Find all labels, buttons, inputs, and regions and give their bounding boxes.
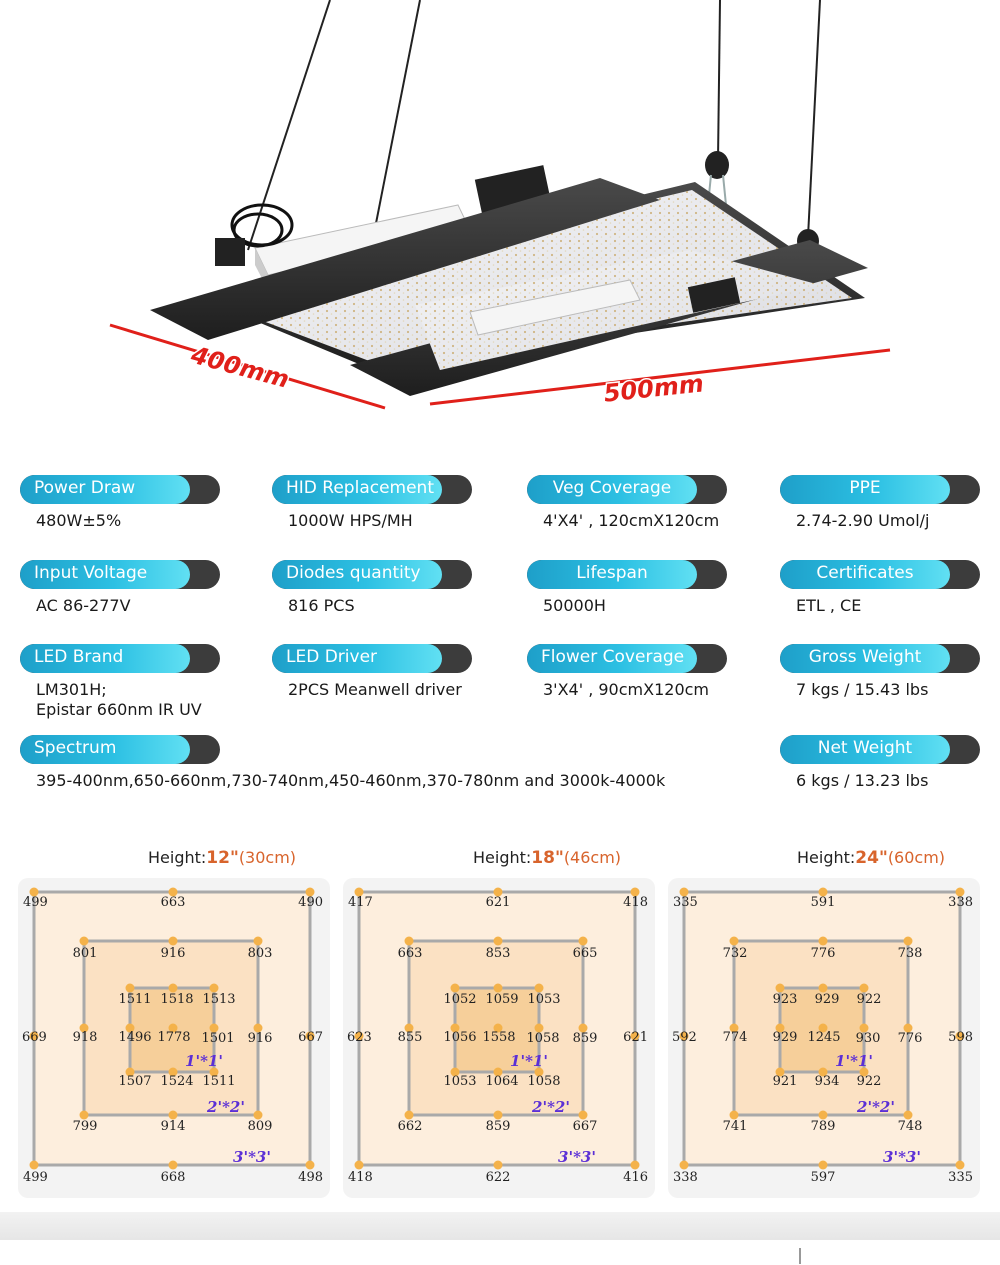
ppfd-value: 1064: [485, 1074, 519, 1089]
ppfd-value: 1056: [443, 1030, 477, 1045]
ppfd-value: 597: [810, 1170, 836, 1185]
spec-net-weight: [780, 735, 980, 791]
ppfd-value: 1558: [482, 1030, 516, 1045]
spec-label: HID Replacement: [286, 478, 434, 498]
ppfd-value: 918: [72, 1030, 98, 1045]
spec-flower-coverage: [527, 644, 727, 700]
ppfd-value: 929: [814, 992, 840, 1007]
spec-value: LM301H;: [36, 680, 107, 699]
ppfd-value: 1507: [118, 1074, 152, 1089]
map-title: Height:12"(30cm): [148, 848, 297, 868]
width-dimension-label: 400mm: [188, 340, 293, 394]
ppfd-value: 663: [160, 895, 186, 910]
ppfd-map-2: [343, 840, 655, 1200]
ppfd-grid: [18, 878, 330, 1198]
ppfd-value: 1053: [443, 1074, 477, 1089]
ppfd-value: 748: [897, 1119, 923, 1134]
spec-badge: [20, 644, 220, 673]
spec-led-brand: [20, 644, 220, 720]
measure-point: [819, 1161, 828, 1170]
ppfd-value: 1524: [160, 1074, 194, 1089]
spec-label: Power Draw: [34, 478, 136, 498]
spec-badge: [20, 735, 220, 764]
spec-badge: [780, 735, 980, 764]
divider: [799, 1248, 801, 1264]
measure-point: [169, 1161, 178, 1170]
spec-input-voltage: [20, 560, 220, 616]
spec-value: AC 86-277V: [36, 596, 131, 615]
measure-point: [819, 937, 828, 946]
ppfd-value: 667: [572, 1119, 598, 1134]
ppfd-value: 1058: [527, 1074, 561, 1089]
ppfd-value: 930: [855, 1031, 881, 1046]
spec-value: 816 PCS: [288, 596, 355, 615]
spec-badge: [272, 560, 472, 589]
ppfd-map-1: [18, 840, 330, 1200]
ppfd-value: 1058: [526, 1031, 560, 1046]
footer-band: [0, 1212, 1000, 1240]
ppfd-value: 335: [948, 1170, 973, 1185]
ppfd-value: 598: [948, 1030, 973, 1045]
spec-badge: [272, 475, 472, 504]
ppfd-value: 1511: [118, 992, 152, 1007]
spec-label: Flower Coverage: [541, 647, 685, 667]
spec-label: Spectrum: [34, 738, 117, 758]
measure-point: [579, 937, 588, 946]
ppfd-value: 914: [160, 1119, 186, 1134]
spec-label: PPE: [849, 478, 881, 498]
ppfd-value: 853: [485, 946, 511, 961]
ppfd-value: 789: [810, 1119, 836, 1134]
spec-ppe: [780, 475, 980, 531]
measure-point: [405, 937, 414, 946]
ppfd-value: 416: [623, 1170, 648, 1185]
measure-point: [169, 937, 178, 946]
map-title: Height:18"(46cm): [473, 848, 622, 868]
spec-label: Certificates: [816, 563, 914, 583]
spec-badge: [527, 644, 727, 673]
ppfd-value: 1052: [443, 992, 477, 1007]
ppfd-value: 623: [347, 1030, 372, 1045]
ppfd-grid: [343, 878, 655, 1198]
spec-power-draw: [20, 475, 220, 531]
ppfd-value: 1496: [118, 1030, 152, 1045]
ppfd-grid: [668, 878, 980, 1198]
spec-value: 3'X4' , 90cmX120cm: [543, 680, 709, 699]
ppfd-value: 667: [298, 1030, 323, 1045]
zone-label: 3'*3': [883, 1148, 921, 1166]
ppfd-value: 591: [810, 895, 836, 910]
measure-point: [680, 1161, 689, 1170]
spec-led-driver: [272, 644, 472, 700]
spec-label: Gross Weight: [808, 647, 922, 667]
zone-label: 2'*2': [207, 1098, 245, 1116]
measure-point: [30, 1161, 39, 1170]
ppfd-value: 776: [810, 946, 836, 961]
spec-label: Input Voltage: [34, 563, 148, 583]
spec-badge: [20, 560, 220, 589]
measure-point: [904, 937, 913, 946]
ppfd-map-3: [668, 840, 980, 1200]
ppfd-value: 776: [897, 1031, 923, 1046]
spec-badge: [780, 560, 980, 589]
ppfd-value: 929: [772, 1030, 798, 1045]
spec-veg-coverage: [527, 475, 727, 531]
ppfd-value: 665: [572, 946, 598, 961]
spec-spectrum: [20, 735, 665, 791]
ppfd-value: 1518: [160, 992, 194, 1007]
ppfd-value: 1511: [202, 1074, 236, 1089]
spec-badge: [20, 475, 220, 504]
spec-hid-replacement: [272, 475, 472, 531]
ppfd-value: 335: [673, 895, 698, 910]
ppfd-value: 1053: [527, 992, 561, 1007]
ppfd-value: 732: [722, 946, 748, 961]
map-title: Height:24"(60cm): [797, 848, 946, 868]
ppfd-value: 809: [247, 1119, 273, 1134]
spec-value: 480W±5%: [36, 511, 122, 530]
ppfd-value: 1778: [157, 1030, 191, 1045]
ppfd-value: 1513: [202, 992, 236, 1007]
ppfd-value: 799: [72, 1119, 98, 1134]
ppfd-value: 1245: [807, 1030, 841, 1045]
length-dimension-label: 500mm: [602, 369, 705, 408]
zone-label: 1'*1': [835, 1052, 873, 1070]
ppfd-value: 663: [397, 946, 423, 961]
zone-label: 1'*1': [185, 1052, 223, 1070]
ppfd-value: 1501: [201, 1031, 235, 1046]
spec-label: Veg Coverage: [552, 478, 672, 498]
ppfd-value: 741: [722, 1119, 748, 1134]
ppfd-value: 859: [572, 1031, 598, 1046]
ppfd-value: 1059: [485, 992, 519, 1007]
spec-value: ETL , CE: [796, 596, 862, 615]
spec-label: Net Weight: [817, 738, 913, 758]
ppfd-value: 801: [72, 946, 98, 961]
ppfd-value: 668: [160, 1170, 186, 1185]
ppfd-value: 338: [673, 1170, 698, 1185]
measure-point: [730, 937, 739, 946]
ppfd-value: 922: [856, 1074, 882, 1089]
spec-certificates: [780, 560, 980, 616]
zone-label: 2'*2': [532, 1098, 570, 1116]
measure-point: [355, 1161, 364, 1170]
spec-badge: [527, 475, 727, 504]
ppfd-value: 803: [247, 946, 273, 961]
ppfd-value: 662: [397, 1119, 423, 1134]
spec-value-2: Epistar 660nm IR UV: [36, 700, 202, 719]
spec-value: 2.74-2.90 Umol/j: [796, 511, 930, 530]
ppfd-value: 916: [247, 1031, 273, 1046]
spec-value: 4'X4' , 120cmX120cm: [543, 511, 720, 530]
spec-label: Lifespan: [576, 563, 648, 583]
ppfd-value: 417: [348, 895, 373, 910]
spec-value: 2PCS Meanwell driver: [288, 680, 462, 699]
ppfd-value: 738: [897, 946, 923, 961]
ppfd-value: 621: [485, 895, 511, 910]
ppfd-value: 622: [485, 1170, 511, 1185]
spec-value: 6 kgs / 13.23 lbs: [796, 771, 929, 790]
ppfd-value: 916: [160, 946, 186, 961]
ppfd-value: 921: [772, 1074, 798, 1089]
ppfd-value: 499: [23, 895, 48, 910]
ppfd-value: 621: [623, 1030, 648, 1045]
spec-lifespan: [527, 560, 727, 616]
spec-badge: [780, 475, 980, 504]
spec-badge: [527, 560, 727, 589]
measure-point: [494, 937, 503, 946]
measure-point: [80, 937, 89, 946]
ppfd-value: 934: [814, 1074, 840, 1089]
spec-label: LED Brand: [34, 647, 124, 667]
spec-diodes-quantity: [272, 560, 472, 616]
ppfd-value: 418: [348, 1170, 373, 1185]
ppfd-value: 922: [856, 992, 882, 1007]
ppfd-value: 855: [397, 1030, 423, 1045]
spec-label: Diodes quantity: [286, 563, 421, 583]
spec-gross-weight: [780, 644, 980, 700]
spec-value: 50000H: [543, 596, 606, 615]
spec-badge: [780, 644, 980, 673]
product-image: [0, 0, 1000, 440]
ppfd-value: 592: [672, 1030, 697, 1045]
zone-label: 1'*1': [510, 1052, 548, 1070]
measure-point: [631, 1161, 640, 1170]
spec-value: 7 kgs / 15.43 lbs: [796, 680, 929, 699]
ppfd-value: 859: [485, 1119, 511, 1134]
zone-label: 2'*2': [857, 1098, 895, 1116]
ppfd-value: 669: [22, 1030, 47, 1045]
ppfd-value: 490: [298, 895, 323, 910]
spec-value: 395-400nm,650-660nm,730-740nm,450-460nm,370-780nm and 3000k-4000k: [36, 771, 666, 790]
measure-point: [494, 1161, 503, 1170]
ppfd-value: 498: [298, 1170, 323, 1185]
ppfd-value: 499: [23, 1170, 48, 1185]
ppfd-value: 418: [623, 895, 648, 910]
zone-label: 3'*3': [558, 1148, 596, 1166]
ppfd-value: 338: [948, 895, 973, 910]
measure-point: [306, 1161, 315, 1170]
spec-badge: [272, 644, 472, 673]
zone-label: 3'*3': [233, 1148, 271, 1166]
spec-value: 1000W HPS/MH: [288, 511, 413, 530]
measure-point: [254, 937, 263, 946]
measure-point: [956, 1161, 965, 1170]
ppfd-value: 923: [772, 992, 798, 1007]
spec-label: LED Driver: [286, 647, 378, 667]
ppfd-value: 774: [722, 1030, 748, 1045]
